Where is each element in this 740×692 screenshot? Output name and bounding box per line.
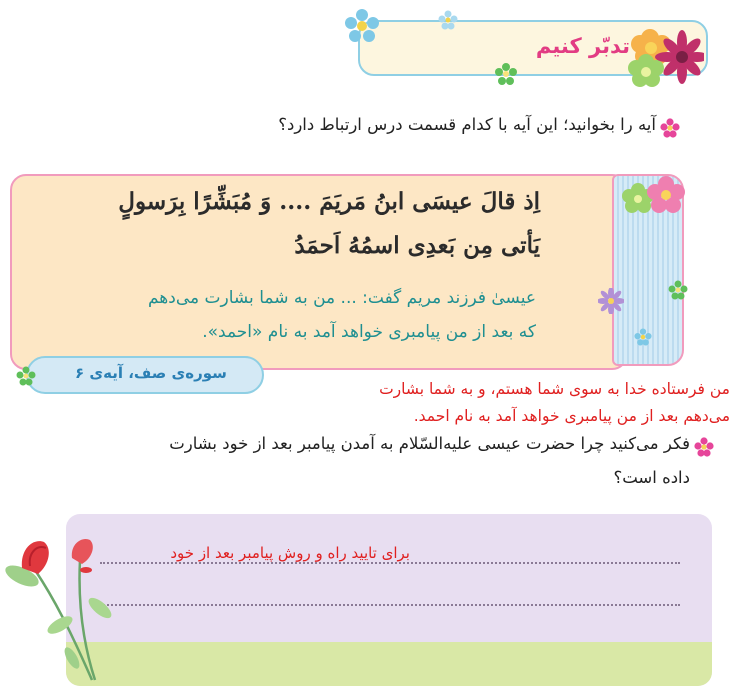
verse-arabic-line-2: یَأتی مِن بَعدِی اسمُهُ اَحمَدُ [294, 232, 540, 259]
flower-icon [668, 280, 688, 300]
bullet-flower-icon [694, 437, 714, 457]
answer-line [100, 604, 680, 606]
handwritten-note-line-1: من فرستاده خدا به سوی شما هستم، و به شما بشارت [379, 380, 730, 398]
answer-text: برای تایید راه و روش پیامبر بعد از خود [170, 544, 410, 562]
flower-icon [438, 10, 458, 30]
bullet-flower-icon [660, 118, 680, 138]
section-title: تدبّر کنیم [535, 34, 630, 58]
flower-icon [494, 62, 518, 86]
question-1: آیه را بخوانید؛ این آیه با کدام قسمت درس ارتباط دارد؟ [278, 115, 656, 134]
answer-line [100, 562, 680, 564]
verse-translation-line-2: که بعد از من پیامبری خواهد آمد به نام «احمد». [202, 322, 536, 342]
question-2-line-2: داده است؟ [613, 468, 690, 487]
verse-arabic-line-1: اِذ قالَ عیسَی ابنُ مَریَمَ .... وَ مُبَشِّرًا بِرَسولٍ [118, 188, 540, 215]
flower-cluster-icon [620, 24, 704, 90]
verse-translation-line-1: عیسیٰ فرزند مریم گفت: ... من به شما بشارت می‌دهم [147, 288, 536, 308]
flower-icon [16, 366, 36, 386]
flower-icon [598, 288, 624, 314]
surah-reference: سوره‌ی صف، آیه‌ی ۶ [75, 364, 227, 382]
flower-stem-icon [0, 530, 130, 690]
flower-icon [634, 328, 652, 346]
question-2-line-1: فکر می‌کنید چرا حضرت عیسی علیه‌السّلام به آمدن پیامبر بعد از خود بشارت [169, 434, 690, 453]
flower-cluster-icon [620, 176, 686, 220]
answer-box-footer [66, 642, 712, 686]
handwritten-note-line-2: می‌دهم بعد از من پیامبری خواهد آمد به نام احمد. [413, 407, 730, 425]
flower-icon [344, 8, 380, 44]
